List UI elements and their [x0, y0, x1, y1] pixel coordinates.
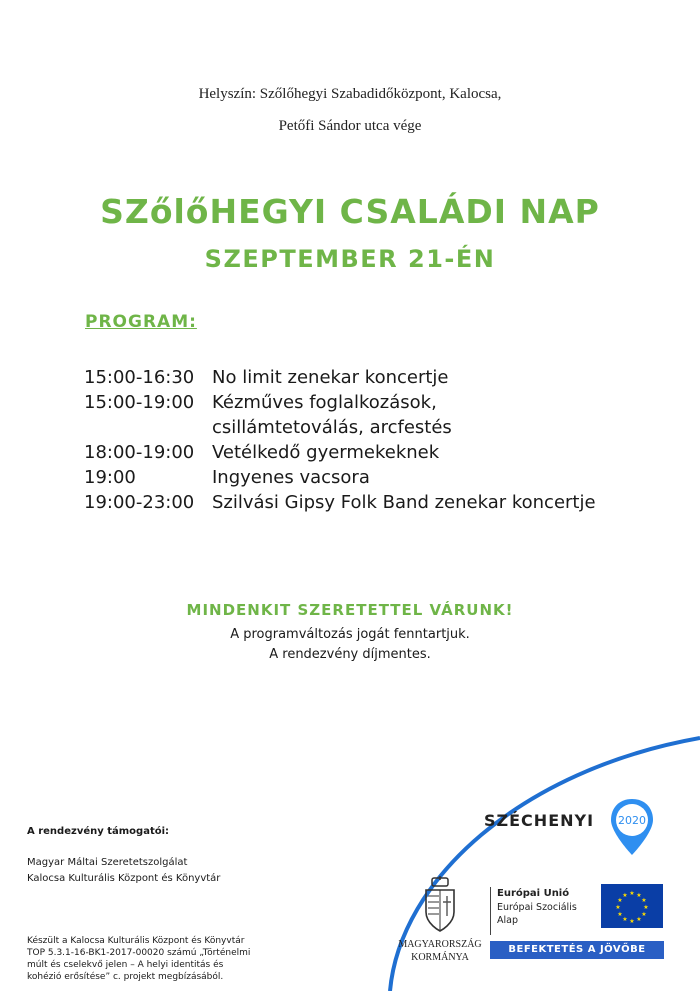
credit-line: kohézió erősítése” c. projekt megbízásából. — [27, 972, 224, 982]
invest-banner: BEFEKTETÉS A JÖVŐBE — [490, 941, 664, 959]
svg-text:★: ★ — [622, 916, 628, 923]
government-line-1: MAGYARORSZÁG — [398, 939, 482, 950]
schedule-desc: Vetélkedő gyermekeknek — [212, 442, 440, 463]
note-free: A rendezvény díjmentes. — [269, 647, 431, 662]
svg-text:★: ★ — [643, 904, 649, 911]
schedule-desc: Kézműves foglalkozások, — [212, 392, 437, 413]
schedule-desc: Ingyenes vacsora — [212, 467, 370, 488]
eu-stars-icon — [601, 884, 663, 928]
svg-text:★: ★ — [629, 890, 635, 897]
schedule-desc: csillámtetoválás, arcfestés — [212, 417, 452, 438]
credit-line: múlt és cselekvő jelen – A helyi identitás és — [27, 960, 224, 970]
szechenyi-pin-icon — [608, 797, 656, 859]
sponsor-item: Kalocsa Kulturális Központ és Könyvtár — [27, 873, 221, 884]
program-heading: PROGRAM: — [85, 312, 197, 332]
schedule-time: 18:00-19:00 — [84, 442, 195, 463]
schedule-time: 19:00-23:00 — [84, 492, 195, 513]
svg-text:★: ★ — [617, 911, 623, 918]
schedule-desc: Szilvási Gipsy Folk Band zenekar koncertje — [212, 492, 596, 513]
government-label — [395, 938, 485, 964]
eu-flag-icon — [601, 884, 663, 928]
coat-of-arms-icon — [420, 876, 460, 934]
schedule-desc: No limit zenekar koncertje — [212, 367, 449, 388]
project-credit — [27, 935, 287, 983]
svg-text:★: ★ — [636, 892, 642, 899]
venue-line-2: Petőfi Sándor utca vége — [278, 118, 422, 134]
svg-text:★: ★ — [641, 897, 647, 904]
svg-text:★: ★ — [617, 897, 623, 904]
event-date: SZEPTEMBER 21-ÉN — [204, 245, 496, 273]
venue-line-1: Helyszín: Szőlőhegyi Szabadidőközpont, Kalocsa, — [198, 86, 502, 102]
eu-subtitle-2: Alap — [497, 915, 518, 926]
credit-line: Készült a Kalocsa Kulturális Központ és Könyvtár — [27, 936, 245, 946]
sponsors-label: A rendezvény támogatói: — [27, 826, 170, 837]
svg-text:★: ★ — [636, 916, 642, 923]
szechenyi-year: 2020 — [618, 814, 646, 827]
eu-subtitle: Európai Szociális — [497, 902, 577, 913]
schedule-time: 15:00-16:30 — [84, 367, 195, 388]
welcome-text: MINDENKIT SZERETETTEL VÁRUNK! — [186, 601, 514, 619]
event-title: SZőlőHEGYI CSALÁDI NAP — [100, 192, 600, 231]
schedule-time: 19:00 — [84, 467, 136, 488]
szechenyi-logo-text: SZÉCHENYI — [484, 811, 595, 830]
svg-text:★: ★ — [615, 904, 621, 911]
svg-text:★: ★ — [641, 911, 647, 918]
credit-line: TOP 5.3.1-16-BK1-2017-00020 számú „Történelmi — [27, 948, 251, 958]
note-change: A programváltozás jogát fenntartjuk. — [230, 627, 470, 642]
eu-title: Európai Unió — [497, 888, 570, 899]
svg-text:★: ★ — [622, 892, 628, 899]
government-line-2: KORMÁNYA — [411, 952, 469, 963]
svg-text:★: ★ — [629, 918, 635, 925]
sponsor-item: Magyar Máltai Szeretetszolgálat — [27, 857, 188, 868]
schedule-time: 15:00-19:00 — [84, 392, 195, 413]
